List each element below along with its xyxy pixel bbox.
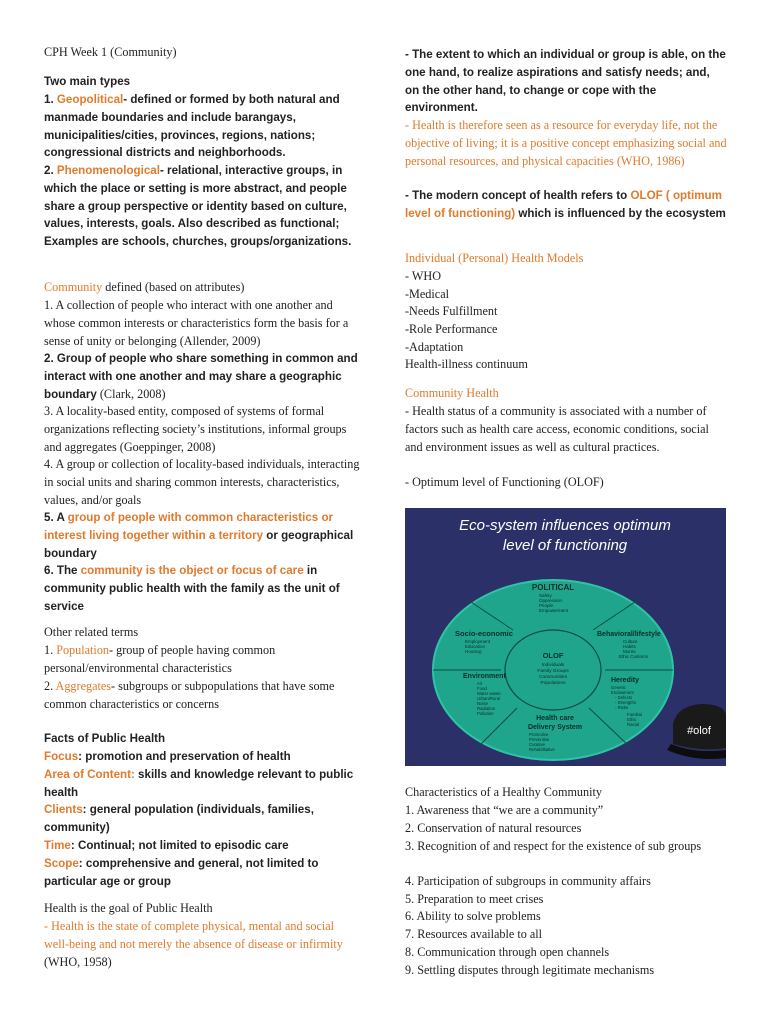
aggregates-def: 2. Aggregates- subgroups or subpopulations that have some common characteristics or concerns [44,679,335,711]
community-def-2: 2. Group of people who share something in common and interact with one another and may share a geographic boundary (Clark, 2008) [44,352,358,401]
healthy-item: 6. Ability to solve problems [405,909,541,923]
political-item: People [539,603,554,608]
socio-item: Housing [465,649,482,654]
geopolitical-term: Geopolitical [56,93,124,106]
healthy-community-heading: Characteristics of a Healthy Community [405,785,602,799]
environment-item: Noise [477,701,488,706]
two-types-heading: Two main types [44,75,131,88]
olof-item: Family Groups [537,669,569,674]
health-care-item: Rehabilitative [529,747,555,752]
environment-item: Radiation [477,706,496,711]
community-def-6: 6. The community is the object or focus of care in community public health with the family as the unit of service [44,564,340,613]
environment-item: Pollution [477,711,494,716]
olof-center-label: OLOF [542,651,564,660]
olof-item: Communities [539,675,567,680]
behavioral-item: Ethic Customs [619,654,649,659]
doc-title: CPH Week 1 (Community) [44,45,177,59]
healthy-item: 8. Communication through open channels [405,945,610,959]
who-definition: - Health is the state of complete physical, mental and social well-being and not merely the absence of disease or infirmity (WHO, 1958) [44,919,343,969]
political-item: Oppression [539,598,563,603]
goal-heading: Health is the goal of Public Health [44,901,213,915]
healthy-item: 1. Awareness that “we are a community” [405,803,604,817]
heredity-label: Heredity [611,677,640,684]
diagram-title-line2: level of functioning [502,537,628,554]
environment-label: Environment [463,673,506,680]
population-def: 1. Population- group of people having common personal/environmental characteristics [44,643,276,675]
healthy-item: 3. Recognition of and respect for the existence of sub groups [405,839,702,853]
community-health-heading: Community Health [405,386,499,400]
heredity-item: Familial [627,712,642,717]
political-label: POLITICAL [531,583,575,592]
model-item: -Medical [405,287,449,301]
community-heading: Community defined (based on attributes) [44,280,245,294]
socio-item: Education [465,644,486,649]
behavioral-item: Habits [623,644,636,649]
fact-area: Area of Content: skills and knowledge relevant to public health [44,768,354,799]
model-item: Health-illness continuum [405,357,528,371]
environment-item: Water waste [477,691,501,696]
resource-text: - Health is therefore seen as a resource for everyday life, not the objective of living; it is a positive concept emphasizing social and personal resources, and physical capacities (WHO, 1986) [405,118,727,168]
olof-item: - Optimum level of Functioning (OLOF) [405,475,604,489]
heredity-item: - Defects [615,695,633,700]
olof-item: Individuals [541,663,565,668]
heredity-item: Racial [627,722,639,727]
facts-heading: Facts of Public Health [44,732,166,745]
cap-text: #olof [687,725,711,737]
phenomenological-def: 2. Phenomenological- relational, interactive groups, in which the place or setting is more abstract, and people share a group perspective or identity based on culture, values, interests, goals. Also described as functional; Examples are schools, churches, groups/organizations. [44,164,352,249]
model-item: -Adaptation [405,340,464,354]
heredity-item: - Risks [615,705,629,710]
health-care-item: Promotive [529,732,549,737]
fact-focus: Focus: promotion and preservation of health [44,750,291,763]
environment-item: Food [477,686,487,691]
fact-scope: Scope: comprehensive and general, not limited to particular age or group [44,857,319,888]
geopolitical-def: 1. Geopolitical- defined or formed by both natural and manmade boundaries and include barangays, municipalities/cities, provinces, regions, nations; congressional districts and neighborhoods. [44,93,340,160]
behavioral-label: Behavioral/lifestyle [597,631,661,638]
model-item: - WHO [405,269,441,283]
model-item: -Role Performance [405,322,498,336]
olof-item: Populations [540,681,566,686]
behavioral-item: Culture [623,639,638,644]
healthy-item: 5. Preparation to meet crises [405,892,544,906]
heredity-item: Endowment [611,690,634,695]
phenomenological-term: Phenomenological [56,164,160,177]
healthy-item: 2. Conservation of natural resources [405,821,582,835]
community-def-5: 5. A group of people with common characteristics or interest living together within a territory or geographical boundary [44,511,354,560]
healthy-item: 7. Resources available to all [405,927,543,941]
political-item: Empowerment [539,608,569,613]
diagram-title-line1: Eco-system influences optimum [459,517,671,534]
heredity-item: Ethic [627,717,637,722]
heredity-item: - Strengths [615,700,637,705]
extent-text: - The extent to which an individual or group is able, on the one hand, to realize aspirations and satisfy needs; and, on the other hand, to change or cope with the environment. [405,48,726,115]
health-care-item: Curative [529,742,546,747]
health-care-label: Health care [536,715,574,722]
eco-diagram-svg [405,508,726,766]
heredity-item: Genetic [611,685,626,690]
model-item: -Needs Fulfillment [405,304,498,318]
models-heading: Individual (Personal) Health Models [405,251,584,265]
delivery-system-label: Delivery System [527,724,583,731]
behavioral-item: Mores [623,649,636,654]
fact-time: Time: Continual; not limited to episodic care [44,839,289,852]
eco-system-diagram [405,508,726,766]
political-item: Safety [539,593,552,598]
olof-text: - The modern concept of health refers to OLOF ( optimum level of functioning) which is influenced by the ecosystem [405,189,726,220]
socio-item: Employment [465,639,491,644]
socio-economic-label: Socio-economic [455,629,513,638]
environment-item: Urban/Rural [477,696,501,701]
community-health-text: - Health status of a community is associated with a number of factors such as health care access, economic conditions, social and environment issues as well as cultural practices. [405,404,709,454]
community-def-1: 1. A collection of people who interact with one another and whose common interests or characteristics form the basis for a sense of unity or belonging (Allender, 2009) [44,298,349,348]
fact-clients: Clients: general population (individuals, families, community) [44,803,314,834]
healthy-item: 4. Participation of subgroups in community affairs [405,874,651,888]
healthy-item: 9. Settling disputes through legitimate mechanisms [405,963,655,977]
community-def-4: 4. A group or collection of locality-based individuals, interacting in social units and sharing common interests, characteristics, values, and/or goals [44,457,360,507]
other-terms-heading: Other related terms [44,625,139,639]
environment-item: Air [477,681,483,686]
health-care-item: Preventive [529,737,550,742]
community-def-3: 3. A locality-based entity, composed of systems of formal organizations reflecting society’s institutions, informal groups and aggregates (Goeppinger, 2008) [44,404,347,454]
